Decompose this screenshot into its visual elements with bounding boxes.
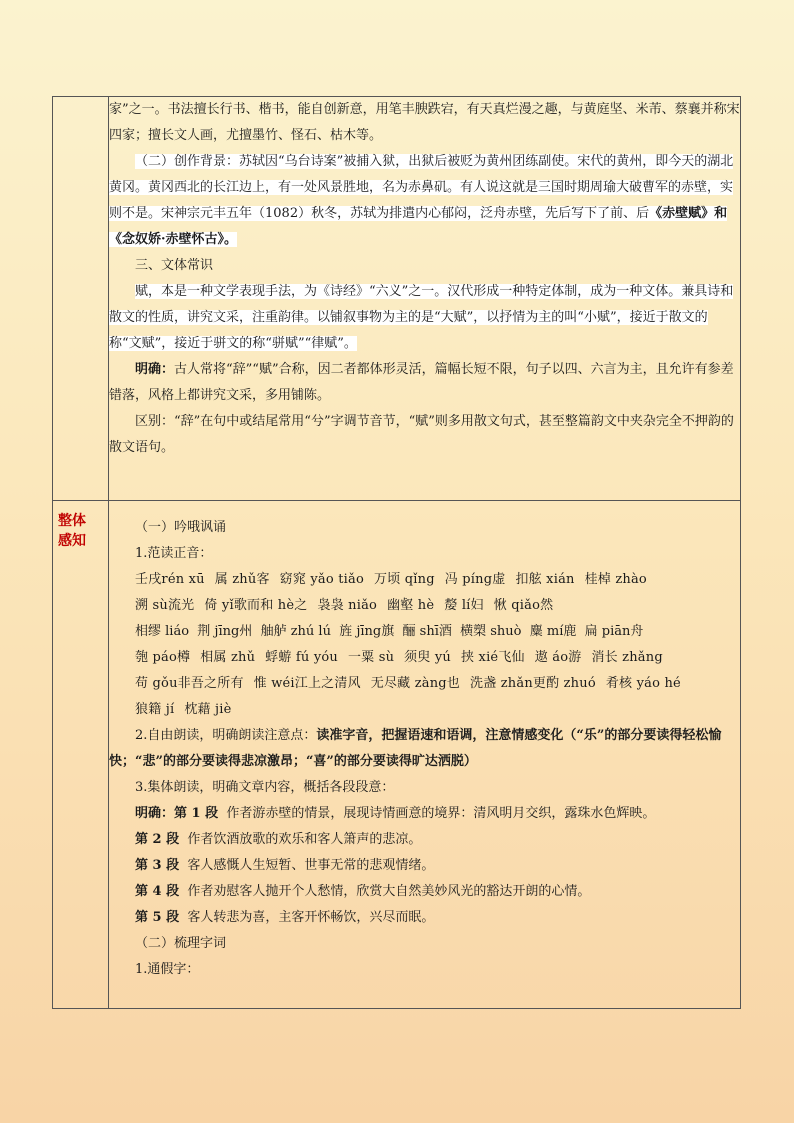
pinyin-entry: 嫠 lí妇 bbox=[444, 598, 484, 613]
pinyin-entry: 窈窕 yǎo tiǎo bbox=[279, 572, 365, 587]
pinyin-entry: 舳舻 zhú lú bbox=[260, 624, 331, 639]
pinyin-entry: 幽壑 hè bbox=[387, 598, 435, 613]
free-reading-points: 读准字音，把握语速和语调，注意情感变化（“乐”的部分要读得轻松愉快；“悲”的部分要读得悲凉激昂；“喜”的部分要读得旷达洒脱） bbox=[109, 728, 722, 769]
paragraph-summary-label: 第 3 段 bbox=[135, 858, 180, 873]
paragraph-summary-text: 作者饮酒放歌的欢乐和客人箫声的悲凉。 bbox=[187, 832, 422, 847]
pinyin-entry: 酾 shī酒 bbox=[402, 624, 452, 639]
pinyin-row bbox=[109, 697, 740, 723]
pinyin-entry: 须臾 yú bbox=[404, 650, 452, 665]
pinyin-entry: 相缪 liáo bbox=[135, 624, 190, 639]
paragraph-summary-label: 第 5 段 bbox=[135, 910, 180, 925]
row-background bbox=[53, 97, 741, 501]
pinyin-entry: 万顷 qǐng bbox=[374, 572, 435, 587]
pinyin-entry: 横槊 shuò bbox=[460, 624, 522, 639]
pinyin-entry: 肴核 yáo hé bbox=[605, 676, 681, 691]
content-cell-background bbox=[109, 97, 741, 501]
paragraph-summary-label: 第 2 段 bbox=[135, 832, 180, 847]
background-works: 《赤壁赋》和《念奴娇·赤壁怀古》。 bbox=[109, 206, 728, 247]
pinyin-row bbox=[109, 619, 740, 645]
fu-text: 赋，本是一种文学表现手法，为《诗经》“六义”之一。汉代形成一种特定体制，成为一种文体。兼具诗和散文的性质，讲究文采，注重韵律。以铺叙事物为主的是“大赋”，以抒情为主的叫“小赋”，接近于散文的称“文赋”，接近于骈文的称“骈赋”“律赋”。 bbox=[109, 284, 734, 351]
paragraph-summary-label: 明确：第 1 段 bbox=[135, 806, 219, 821]
pinyin-entry: 溯 sù流光 bbox=[135, 598, 195, 613]
paragraph-summary-text: 客人感慨人生短暂、世事无常的悲观情绪。 bbox=[187, 858, 435, 873]
pinyin-entry: 枕藉 jiè bbox=[184, 702, 232, 717]
lesson-table bbox=[52, 96, 741, 1009]
free-reading-head: 2.自由朗读，明确朗读注意点： bbox=[135, 728, 317, 743]
difference-paragraph bbox=[109, 409, 740, 461]
clarify-label: 明确： bbox=[135, 362, 175, 377]
pinyin-entry: 相属 zhǔ bbox=[200, 650, 256, 665]
pinyin-entry: 挟 xié飞仙 bbox=[461, 650, 525, 665]
paragraph-summary bbox=[109, 801, 740, 827]
side-cell-empty bbox=[53, 97, 109, 501]
item-tongjiazi: 1.通假字： bbox=[135, 962, 200, 977]
pinyin-entry: 冯 píng虚 bbox=[444, 572, 506, 587]
row-label bbox=[53, 501, 108, 551]
pinyin-entry: 旌 jīng旗 bbox=[339, 624, 395, 639]
pinyin-entry: 袅袅 niǎo bbox=[317, 598, 378, 613]
pinyin-row bbox=[109, 593, 740, 619]
section-title-genre: 三、文体常识 bbox=[135, 258, 214, 273]
paragraph-summary bbox=[109, 853, 740, 879]
paragraph-summary-text: 作者游赤壁的情景，展现诗情画意的境界：清风明月交织，露珠水色辉映。 bbox=[226, 806, 656, 821]
paragraph-summary-text: 客人转悲为喜，主客开怀畅饮，兴尽而眠。 bbox=[187, 910, 435, 925]
pinyin-entry: 愀 qiǎo然 bbox=[493, 598, 554, 613]
content-cell-perception bbox=[109, 501, 741, 1009]
paragraph-summary-label: 第 4 段 bbox=[135, 884, 180, 899]
paragraph-summary bbox=[109, 879, 740, 905]
pinyin-entry: 扁 piān舟 bbox=[584, 624, 644, 639]
pinyin-row bbox=[109, 645, 740, 671]
pinyin-entry: 一粟 sù bbox=[347, 650, 395, 665]
fu-paragraph bbox=[109, 279, 740, 357]
subheading-vocabulary: （二）梳理字词 bbox=[135, 936, 227, 951]
pinyin-entry: 属 zhǔ客 bbox=[214, 572, 270, 587]
pinyin-entry: 麋 mí鹿 bbox=[529, 624, 577, 639]
item-group-reading: 3.集体朗读，明确文章内容，概括各段段意： bbox=[135, 780, 395, 795]
paragraph-summary bbox=[109, 905, 740, 931]
pinyin-entry: 倚 yǐ歌而和 hè之 bbox=[204, 598, 308, 613]
item-read-pronounce: 1.范读正音： bbox=[135, 546, 213, 561]
pinyin-row bbox=[109, 567, 740, 593]
item-free-reading bbox=[109, 723, 740, 775]
author-paragraph-tail: 家”之一。书法擅长行书、楷书，能自创新意，用笔丰腴跌宕，有天真烂漫之趣，与黄庭坚、米芾、蔡襄并称宋四家；擅长文人画，尤擅墨竹、怪石、枯木等。 bbox=[109, 102, 740, 143]
pinyin-entry: 壬戌rén xū bbox=[135, 572, 205, 587]
pinyin-entry: 洗盏 zhǎn更酌 zhuó bbox=[470, 676, 596, 691]
clarify-text: 古人常将“辞”“赋”合称，因二者都体形灵活，篇幅长短不限，句子以四、六言为主，且允许有参差错落，风格上都讲究文采，多用铺陈。 bbox=[109, 362, 734, 403]
clarify-paragraph bbox=[109, 357, 740, 409]
background-body: 苏轼因“乌台诗案”被捕入狱，出狱后被贬为黄州团练副使。宋代的黄州，即今天的湖北黄冈。黄冈西北的长江边上，有一处风景胜地，名为赤鼻矶。有人说这就是三国时期周瑜大破曹军的赤壁，实则不是。宋神宗元丰五年（1082）秋冬，苏轼为排遣内心郁闷，泛舟赤壁，先后写下了前、后 bbox=[109, 154, 734, 221]
pinyin-entry: 狼籍 jí bbox=[135, 702, 175, 717]
paragraph-summary bbox=[109, 827, 740, 853]
pinyin-entry: 匏 páo樽 bbox=[135, 650, 191, 665]
difference-text: “辞”在句中或结尾常用“兮”字调节音节，“赋”则多用散文句式，甚至整篇韵文中夹杂完全不押韵的散文语句。 bbox=[109, 414, 734, 455]
pinyin-entry: 惟 wéi江上之清风 bbox=[253, 676, 361, 691]
pinyin-entry: 荆 jīng州 bbox=[197, 624, 253, 639]
background-paragraph bbox=[109, 149, 740, 253]
pinyin-entry: 蜉蝣 fú yóu bbox=[265, 650, 338, 665]
pinyin-list bbox=[109, 567, 740, 723]
pinyin-entry: 消长 zhǎng bbox=[591, 650, 663, 665]
pinyin-entry: 遨 áo游 bbox=[534, 650, 582, 665]
pinyin-entry: 苟 gǒu非吾之所有 bbox=[135, 676, 244, 691]
row-label-line1: 整体 bbox=[58, 513, 86, 529]
pinyin-entry: 桂棹 zhào bbox=[584, 572, 647, 587]
pinyin-entry: 扣舷 xián bbox=[515, 572, 575, 587]
row-overall-perception bbox=[53, 501, 741, 1009]
difference-label: 区别： bbox=[135, 414, 175, 429]
subheading-recite: （一）吟哦讽诵 bbox=[135, 520, 227, 535]
pinyin-row bbox=[109, 671, 740, 697]
side-cell-label bbox=[53, 501, 109, 1009]
background-heading: （二）创作背景： bbox=[135, 154, 240, 169]
pinyin-entry: 无尽藏 zàng也 bbox=[370, 676, 461, 691]
row-label-line2: 感知 bbox=[58, 533, 86, 549]
paragraph-summary-text: 作者劝慰客人抛开个人愁情，欣赏大自然美妙风光的豁达开朗的心情。 bbox=[187, 884, 591, 899]
